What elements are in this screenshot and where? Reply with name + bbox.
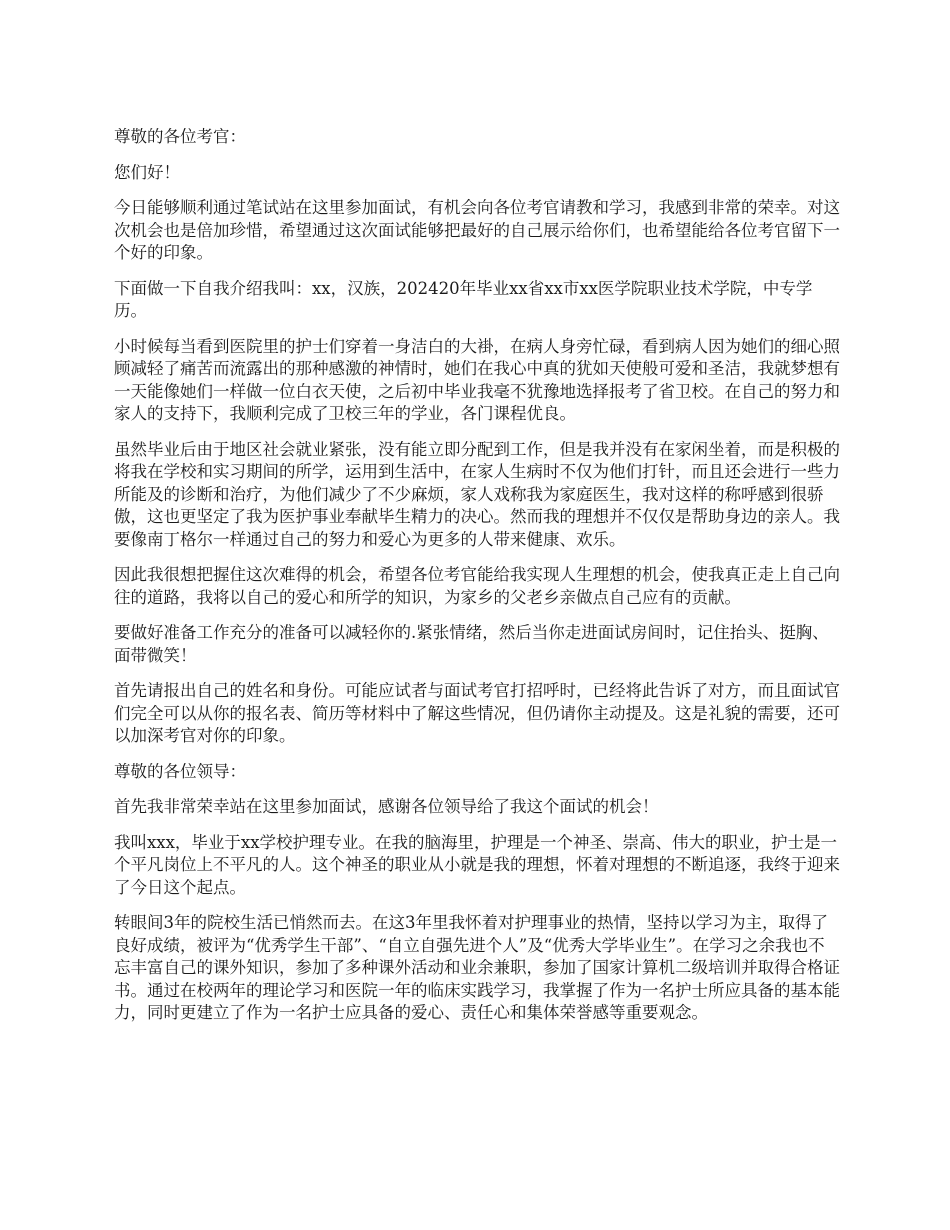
greeting-examiners: 尊敬的各位考官： bbox=[114, 127, 246, 146]
paragraph-school-life: 转眼间3年的院校生活已悄然而去。在这3年里我怀着对护理事业的热情，坚持以学习为主，取得了良好成绩，被评为“优秀学生干部”、“自立自强先进个人”及“优秀大学毕业生”。在学习之余我也不忘丰富自己的课外知识，参加了多种课外活动和业余兼职，参加了国家计算机二级培训并取得合格证书。通过在校两年的理论学习和医院一年的临床实践学习，我掌握了作为一名护士所应具备的基本能力，同时更建立了作为一名护士应具备的爱心、责任心和集体荣誉感等重要观念。 bbox=[114, 913, 840, 1022]
paragraph-self-introduction: 下面做一下自我介绍我叫：xx，汉族，202420年毕业xx省xx市xx医学院职业技术学院，中专学历。 bbox=[114, 278, 813, 320]
greeting-hello: 您们好！ bbox=[114, 162, 180, 182]
paragraph-opportunity: 因此我很想把握住这次难得的机会，希望各位考官能给我实现人生理想的机会，使我真正走上自己向往的道路，我将以自己的爱心和所学的知识，为家乡的父老乡亲做点自己应有的贡献。 bbox=[114, 565, 840, 607]
paragraph-thanks: 首先我非常荣幸站在这里参加面试，感谢各位领导给了我这个面试的机会！ bbox=[114, 797, 659, 816]
paragraph-after-graduation: 虽然毕业后由于地区社会就业紧张，没有能立即分配到工作，但是我并没有在家闲坐着，而是积极的将我在学校和实习期间的所学，运用到生活中，在家人生病时不仅为他们打针，而且还会进行一些力所能及的诊断和治疗，为他们减少了不少麻烦，家人戏称我为家庭医生，我对这样的称呼感到很骄傲，这也更坚定了我为医护事业奉献毕生精力的决心。然而我的理想并不仅仅是帮助身边的亲人。我要像南丁格尔一样通过自己的努力和爱心为更多的人带来健康、欢乐。 bbox=[114, 439, 840, 549]
paragraph-preparation-tip: 要做好准备工作充分的准备可以减轻你的.紧张情绪，然后当你走进面试房间时，记住抬头、挺胸、面带微笑！ bbox=[114, 623, 829, 665]
paragraph-nursing-ideal: 我叫xxx，毕业于xx学校护理专业。在我的脑海里，护理是一个神圣、崇高、伟大的职业，护士是一个平凡岗位上不平凡的人。这个神圣的职业从小就是我的理想，怀着对理想的不断追逐，我终于迎来了今日这个起点。 bbox=[114, 832, 840, 897]
paragraph-childhood-dream: 小时候每当看到医院里的护士们穿着一身洁白的大褂，在病人身旁忙碌，看到病人因为她们的细心照顾减轻了痛苦而流露出的那种感激的神情时，她们在我心中真的犹如天使般可爱和圣洁，我就梦想有一天能像她们一样做一位白衣天使，之后初中毕业我毫不犹豫地选择报考了省卫校。在自己的努力和家人的支持下，我顺利完成了卫校三年的学业，各门课程优良。 bbox=[114, 336, 840, 423]
greeting-leaders: 尊敬的各位领导： bbox=[114, 761, 246, 781]
paragraph-intro: 今日能够顺利通过笔试站在这里参加面试，有机会向各位考官请教和学习，我感到非常的荣幸。对这次机会也是倍加珍惜，希望通过这次面试能够把最好的自己展示给你们，也希望能给各位考官留下一个好的印象。 bbox=[114, 198, 840, 262]
paragraph-name-identity-tip: 首先请报出自己的姓名和身份。可能应试者与面试考官打招呼时，已经将此告诉了对方，而且面试官们完全可以从你的报名表、简历等材料中了解这些情况，但仍请你主动提及。这是礼貌的需要，还可以加深考官对你的印象。 bbox=[114, 681, 840, 745]
document-page bbox=[114, 126, 840, 1038]
